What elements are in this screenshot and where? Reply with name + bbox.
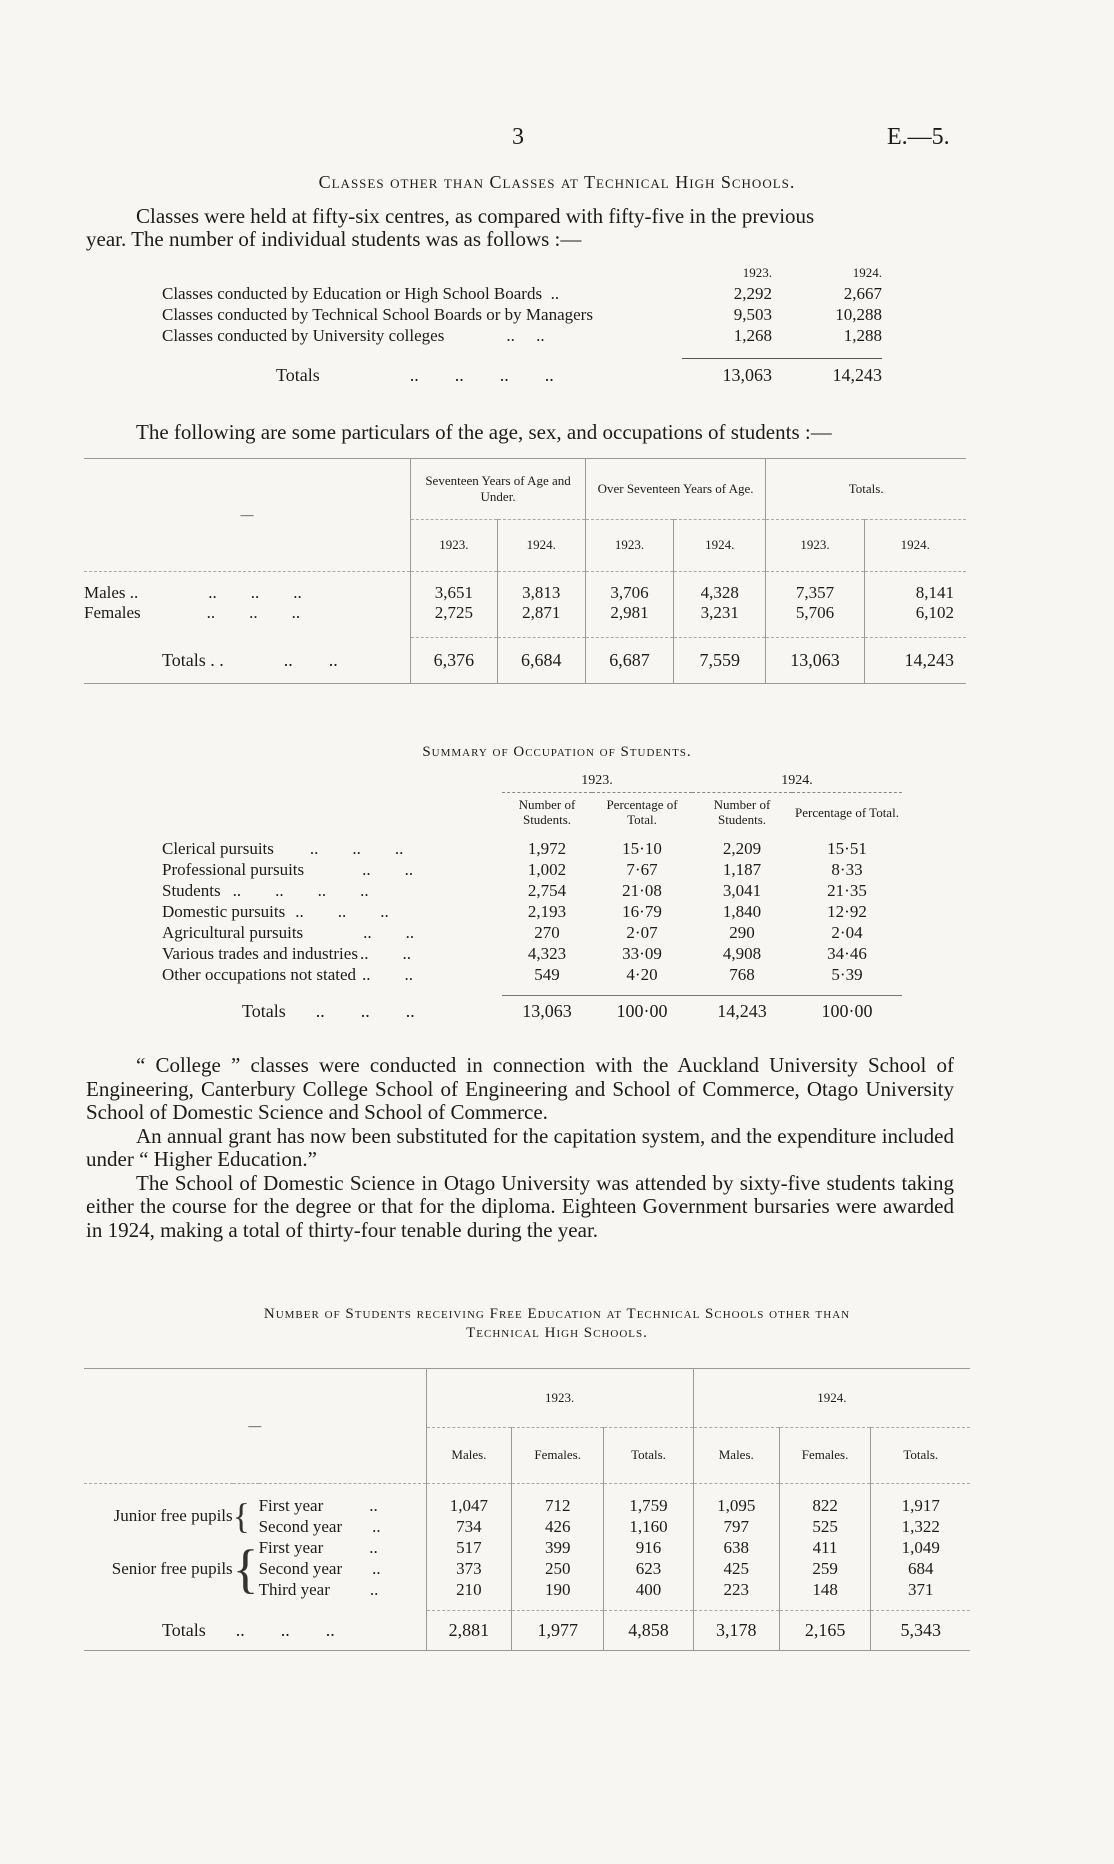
- table-cell: 7,559: [674, 637, 766, 683]
- table-row: [162, 964, 902, 985]
- header-under-17: Seventeen Years of Age and Under.: [411, 459, 586, 519]
- year-1923-header: 1923.: [502, 770, 692, 792]
- leader-dots: .. ..: [363, 922, 415, 942]
- leader-dots: ..: [372, 1516, 381, 1536]
- table-cell: 2·04: [831, 922, 863, 942]
- table-cell: 1,972: [527, 838, 567, 858]
- table-row: [162, 901, 902, 922]
- table-cell: 148: [779, 1579, 871, 1600]
- table-row: [84, 1495, 970, 1516]
- row-sub-label: First year: [258, 1495, 324, 1515]
- table-cell: 1,759: [604, 1495, 694, 1516]
- table-row: [162, 943, 902, 964]
- paragraph-domestic-science: The School of Domestic Science in Otago University was attended by sixty-five students taking either the course for the degree or that for the diploma. Eighteen Government bursaries were awarded in 1924, making a total of thirty-four tenable during the year.: [86, 1170, 954, 1242]
- table-cell: 100·00: [616, 1000, 668, 1021]
- table-cell: 5·39: [831, 964, 863, 984]
- table-cell: 21·08: [622, 880, 662, 900]
- table-cell: 4,323: [527, 943, 567, 963]
- table-cell: 290: [729, 922, 755, 942]
- leader-dots: ..: [550, 283, 560, 303]
- col-header: Males.: [693, 1427, 779, 1483]
- table-cell: 13,063: [766, 637, 864, 683]
- paragraph-annual-grant: An annual grant has now been substituted for the capitation system, and the expenditure included under “ Higher Education.”: [86, 1123, 954, 1171]
- totals-label: Totals: [276, 364, 320, 385]
- col-header: Totals.: [604, 1427, 694, 1483]
- leader-dots: .. ..: [362, 859, 414, 879]
- leader-dots: ..: [372, 1558, 381, 1578]
- table-cell: 2,881: [426, 1610, 512, 1650]
- table-cell: 2,981: [585, 603, 673, 627]
- table-cell: 399: [512, 1537, 604, 1558]
- table-cell: 4,908: [722, 943, 762, 963]
- year-header: 1923.: [766, 519, 864, 571]
- table-cell: 4·20: [626, 964, 658, 984]
- table-cell: 250: [512, 1558, 604, 1579]
- table-row: [162, 859, 902, 880]
- col-percent-1924: Percentage of Total.: [795, 804, 899, 820]
- table-cell: 3,813: [497, 583, 585, 603]
- table-cell: 2·07: [626, 922, 658, 942]
- row-sub-label: First year: [258, 1537, 324, 1557]
- row-label: Other occupations not stated: [162, 964, 357, 984]
- header-over-17: Over Seventeen Years of Age.: [585, 459, 765, 519]
- col-1924: 1924.: [852, 265, 882, 280]
- table-cell: 3,178: [693, 1610, 779, 1650]
- table-cell: 8,141: [864, 583, 966, 603]
- intro-line-1: Classes were held at fifty-six centres, as compared with fifty-five in the previous: [136, 204, 815, 228]
- table-cell: 916: [604, 1537, 694, 1558]
- row-label: Classes conducted by Education or High School Boards: [162, 283, 543, 303]
- totals-label: Totals: [242, 1000, 286, 1021]
- col-header: Females.: [779, 1427, 871, 1483]
- table-cell: 270: [534, 922, 560, 942]
- table-cell: 13,063: [522, 1000, 572, 1021]
- age-sex-intro: The following are some particulars of the age, sex, and occupations of students :—: [136, 420, 832, 444]
- intro-line-2: year. The number of individual students was as follows :—: [86, 227, 582, 251]
- table-cell: 21·35: [827, 880, 867, 900]
- table-cell: 1,047: [426, 1495, 512, 1516]
- leader-dots: .. .. ..: [206, 603, 301, 622]
- cell-1924: 2,667: [843, 283, 882, 303]
- row-label: Males ..: [84, 583, 139, 602]
- leader-dots: .. .. ..: [235, 1619, 335, 1640]
- year-header: 1924.: [674, 519, 766, 571]
- table-cell: 1,840: [722, 901, 762, 921]
- table-cell: 5,343: [871, 1610, 970, 1650]
- stub-header: —: [84, 1369, 426, 1483]
- col-header: Males.: [426, 1427, 512, 1483]
- col-number-1923: Number of Students.: [518, 797, 576, 828]
- table-cell: 373: [426, 1558, 512, 1579]
- intro-paragraph: [86, 205, 954, 251]
- table-cell: 6,684: [497, 637, 585, 683]
- row-label: Domestic pursuits: [162, 901, 286, 921]
- table-cell: 14,243: [717, 1000, 767, 1021]
- year-1924-header: 1924.: [692, 770, 902, 792]
- table-cell: 2,165: [779, 1610, 871, 1650]
- table-cell: 525: [779, 1516, 871, 1537]
- table-cell: 7,357: [766, 583, 864, 603]
- leader-dots: .. ..: [359, 943, 411, 963]
- totals-row: [162, 995, 902, 1027]
- students-summary-table: [162, 263, 882, 392]
- table-row: [162, 922, 902, 943]
- table-cell: 1,187: [722, 859, 762, 879]
- totals-1924: 14,243: [832, 364, 882, 385]
- table-cell: 6,687: [585, 637, 673, 683]
- table-row: [162, 283, 882, 304]
- table-row: [162, 838, 902, 859]
- age-sex-table: [84, 458, 966, 684]
- leader-dots: .. .. .. ..: [409, 364, 554, 385]
- col-1923: 1923.: [742, 265, 772, 280]
- table-cell: 1,917: [871, 1495, 970, 1516]
- table-cell: 400: [604, 1579, 694, 1600]
- table-cell: 7·67: [626, 859, 658, 879]
- cell-1924: 1,288: [843, 325, 882, 345]
- table-cell: 623: [604, 1558, 694, 1579]
- row-label: Clerical pursuits: [162, 838, 274, 858]
- table-cell: 3,231: [674, 603, 766, 627]
- row-label: Professional pursuits: [162, 859, 305, 879]
- col-number-1924: Number of Students.: [713, 797, 771, 828]
- table-cell: 712: [512, 1495, 604, 1516]
- col-header: Totals.: [871, 1427, 970, 1483]
- table-cell: 14,243: [864, 637, 966, 683]
- table-cell: 1,095: [693, 1495, 779, 1516]
- cell-1923: 1,268: [733, 325, 772, 345]
- totals-row: [84, 1610, 970, 1650]
- title-line-2: Technical High Schools.: [466, 1325, 648, 1341]
- year-header: 1923.: [411, 519, 497, 571]
- col-header: Females.: [512, 1427, 604, 1483]
- table-cell: 6,102: [864, 603, 966, 627]
- year-header: 1924.: [497, 519, 585, 571]
- brace-icon: {: [232, 1538, 259, 1599]
- table-cell: 425: [693, 1558, 779, 1579]
- cell-1924: 10,288: [835, 304, 882, 324]
- year-1924-header: 1924.: [693, 1369, 970, 1427]
- table-cell: 3,651: [411, 583, 497, 603]
- table-cell: 6,376: [411, 637, 497, 683]
- leader-dots: .. ..: [283, 649, 338, 670]
- totals-1923: 13,063: [722, 364, 772, 385]
- row-sub-label: Third year: [258, 1579, 330, 1599]
- col-percent-1923: Percentage of Total.: [606, 797, 678, 828]
- row-label: Classes conducted by Technical School Boards or by Managers: [162, 304, 593, 324]
- table-cell: 1,322: [871, 1516, 970, 1537]
- table-row: [84, 603, 966, 627]
- stub-header: —: [84, 459, 411, 571]
- leader-dots: .. .. ..: [208, 583, 302, 602]
- table-cell: 8·33: [831, 859, 863, 879]
- table-cell: 34·46: [827, 943, 867, 963]
- table-cell: 822: [779, 1495, 871, 1516]
- title-line-1: Number of Students receiving Free Education at Technical Schools other than: [263, 1306, 851, 1322]
- table-cell: 3,706: [585, 583, 673, 603]
- brace-icon: {: [232, 1496, 250, 1536]
- leader-dots: .. .. .. ..: [232, 880, 369, 900]
- row-label: Various trades and industries: [162, 943, 358, 963]
- leader-dots: .. .. ..: [295, 901, 389, 921]
- row-label: Agricultural pursuits: [162, 922, 304, 942]
- table-cell: 4,858: [604, 1610, 694, 1650]
- table-cell: 4,328: [674, 583, 766, 603]
- table-cell: 2,209: [722, 838, 762, 858]
- leader-dots: .. ..: [506, 325, 545, 345]
- table-cell: 210: [426, 1579, 512, 1600]
- section-title-occupation: Summary of Occupation of Students.: [422, 744, 692, 760]
- senior-label: Senior free pupils: [111, 1558, 233, 1578]
- table-cell: 16·79: [622, 901, 662, 921]
- year-header: 1924.: [864, 519, 966, 571]
- leader-dots: ..: [369, 1495, 378, 1515]
- junior-label: Junior free pupils: [113, 1506, 233, 1525]
- document-reference: E.—5.: [887, 124, 950, 150]
- body-paragraphs: [86, 1054, 954, 1242]
- section-title-classes: Classes other than Classes at Technical High Schools.: [318, 172, 796, 192]
- leader-dots: ..: [369, 1537, 378, 1557]
- table-cell: 12·92: [827, 901, 867, 921]
- leader-dots: ..: [369, 1579, 379, 1599]
- paragraph-college-classes: “ College ” classes were conducted in connection with the Auckland University School of Engineering, Canterbury College School of Engineering and School of Commerce, Otago University School of Domestic Science and School of Commerce.: [86, 1053, 954, 1124]
- totals-label: Totals: [162, 1619, 206, 1640]
- table-row: [162, 325, 882, 346]
- cell-1923: 9,503: [733, 304, 772, 324]
- table-row: [162, 880, 902, 901]
- table-cell: 426: [512, 1516, 604, 1537]
- year-1923-header: 1923.: [426, 1369, 693, 1427]
- table-cell: 15·10: [622, 838, 662, 858]
- table-cell: 768: [729, 964, 755, 984]
- table-cell: 223: [693, 1579, 779, 1600]
- table-cell: 2,871: [497, 603, 585, 627]
- leader-dots: .. .. ..: [315, 1000, 415, 1021]
- section-title-free-education: [0, 1305, 1114, 1343]
- header-totals: Totals.: [766, 459, 966, 519]
- table-cell: 33·09: [622, 943, 662, 963]
- table-cell: 371: [871, 1579, 970, 1600]
- table-cell: 2,725: [411, 603, 497, 627]
- leader-dots: .. ..: [362, 964, 414, 984]
- row-label: Classes conducted by University colleges: [162, 325, 445, 345]
- table-cell: 1,002: [527, 859, 567, 879]
- table-cell: 3,041: [722, 880, 762, 900]
- cell-1923: 2,292: [733, 283, 772, 303]
- table-cell: 411: [779, 1537, 871, 1558]
- totals-label: Totals . .: [162, 649, 224, 670]
- table-cell: 15·51: [827, 838, 867, 858]
- row-label: Females: [84, 603, 141, 622]
- table-row: [84, 1537, 970, 1558]
- table-cell: 549: [534, 964, 560, 984]
- totals-row: [84, 637, 966, 683]
- row-label: Students: [162, 880, 221, 900]
- table-cell: 797: [693, 1516, 779, 1537]
- table-cell: 638: [693, 1537, 779, 1558]
- row-sub-label: Second year: [258, 1558, 343, 1578]
- table-cell: 734: [426, 1516, 512, 1537]
- table-cell: 1,977: [512, 1610, 604, 1650]
- table-cell: 190: [512, 1579, 604, 1600]
- table-cell: 684: [871, 1558, 970, 1579]
- leader-dots: .. .. ..: [309, 838, 404, 858]
- free-education-table: [84, 1368, 970, 1651]
- table-cell: 517: [426, 1537, 512, 1558]
- table-cell: 259: [779, 1558, 871, 1579]
- table-cell: 100·00: [821, 1000, 873, 1021]
- table-row: [162, 304, 882, 325]
- table-cell: 1,160: [604, 1516, 694, 1537]
- year-header: 1923.: [585, 519, 673, 571]
- row-sub-label: Second year: [258, 1516, 343, 1536]
- occupation-table: [162, 770, 902, 1027]
- totals-row: [162, 358, 882, 392]
- table-cell: 2,193: [527, 901, 567, 921]
- table-cell: 1,049: [871, 1537, 970, 1558]
- table-row: [84, 583, 966, 603]
- table-cell: 5,706: [766, 603, 864, 627]
- page-number: 3: [512, 124, 524, 150]
- table-cell: 2,754: [527, 880, 567, 900]
